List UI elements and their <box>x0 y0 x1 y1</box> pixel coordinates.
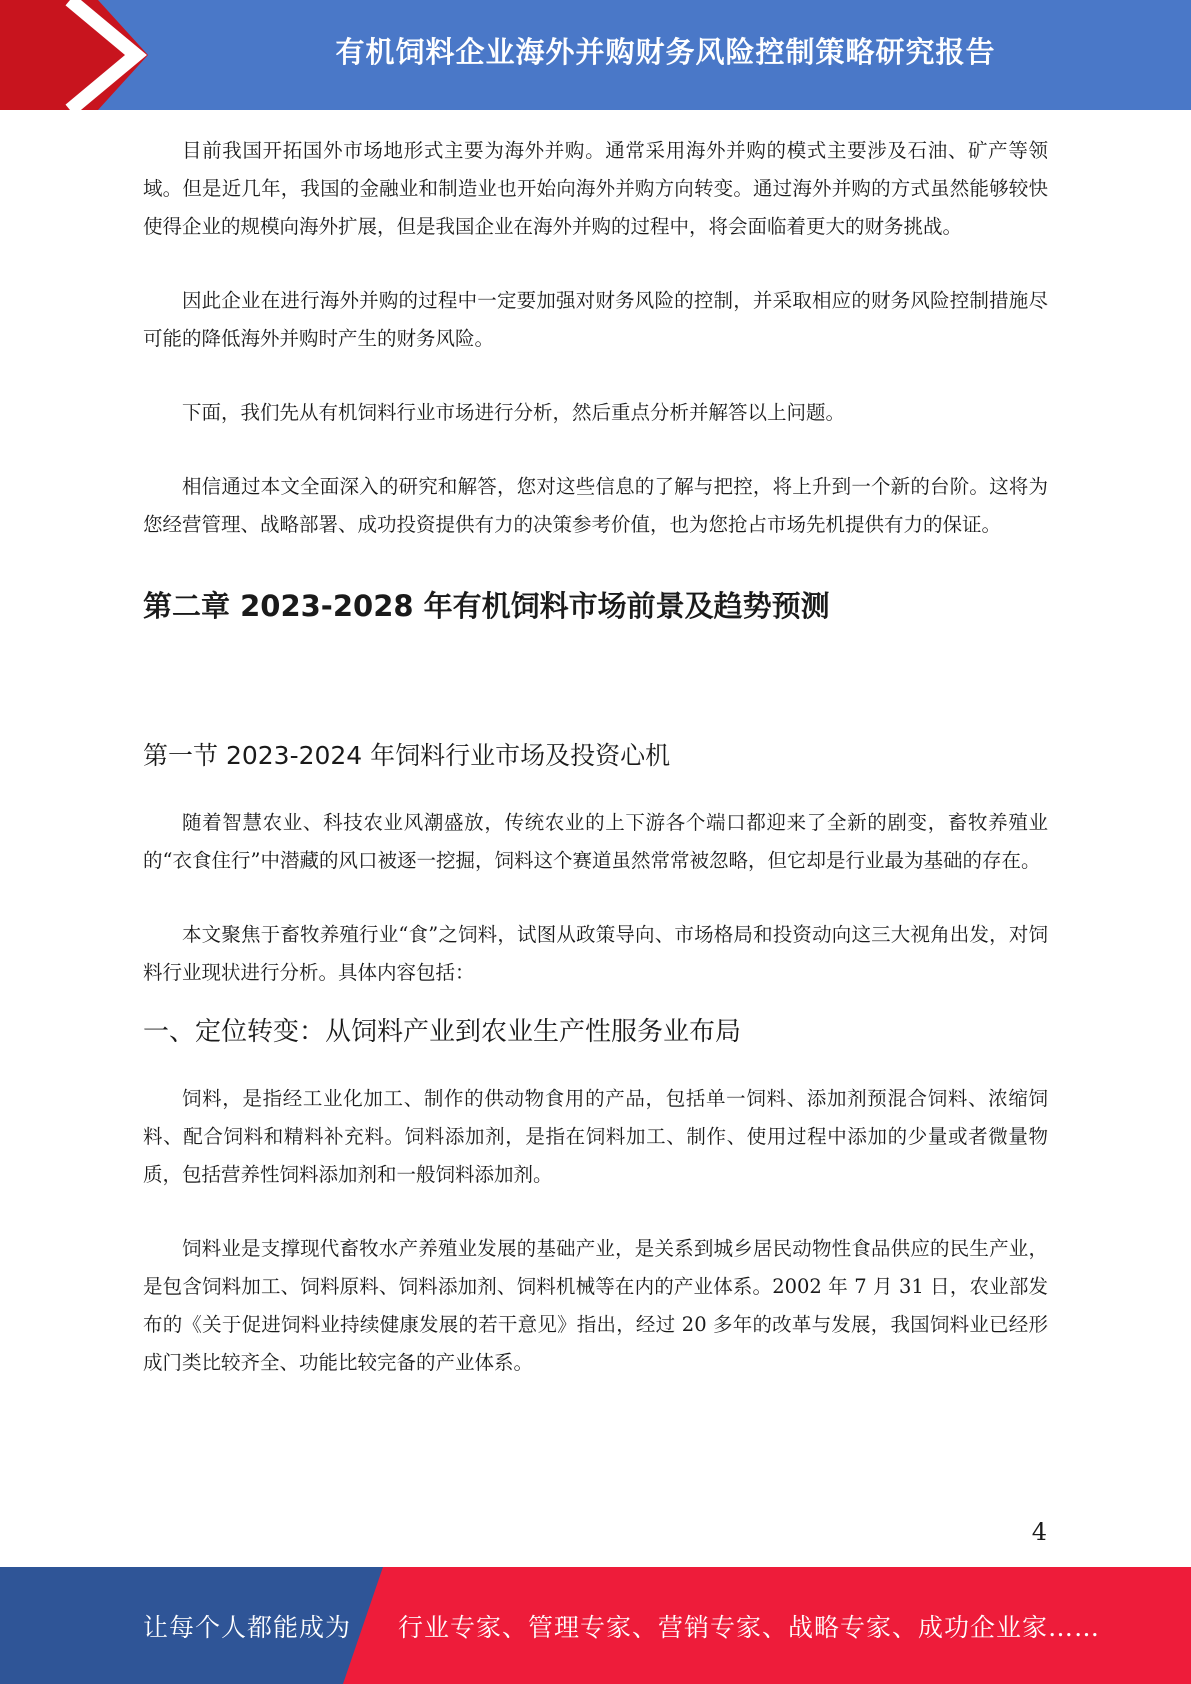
paragraph: 目前我国开拓国外市场地形式主要为海外并购。通常采用海外并购的模式主要涉及石油、矿产等领域。但是近几年，我国的金融业和制造业也开始向海外并购方向转变。通过海外并购的方式虽然能够较快使得企业的规模向海外扩展，但是我国企业在海外并购的过程中，将会面临着更大的财务挑战。 <box>143 139 1048 238</box>
footer-slogan-right: 行业专家、管理专家、营销专家、战略专家、成功企业家…… <box>398 1612 1101 1642</box>
paragraph: 饲料，是指经工业化加工、制作的供动物食用的产品，包括单一饲料、添加剂预混合饲料、浓缩饲料、配合饲料和精料补充料。饲料添加剂，是指在饲料加工、制作、使用过程中添加的少量或者微量物质，包括营养性饲料添加剂和一般饲料添加剂。 <box>143 1087 1048 1186</box>
page-footer <box>0 1567 1191 1684</box>
paragraph: 相信通过本文全面深入的研究和解答，您对这些信息的了解与把控，将上升到一个新的台阶。这将为您经营管理、战略部署、成功投资提供有力的决策参考价值，也为您抢占市场先机提供有力的保证。 <box>143 475 1048 536</box>
paragraph: 随着智慧农业、科技农业风潮盛放，传统农业的上下游各个端口都迎来了全新的剧变，畜牧养殖业的“衣食住行”中潜藏的风口被逐一挖掘，饲料这个赛道虽然常常被忽略，但它却是行业最为基础的存在。 <box>143 811 1048 872</box>
chapter-heading: 第二章 2023-2028 年有机饲料市场前景及趋势预测 <box>143 589 830 623</box>
section-heading: 第一节 2023-2024 年饲料行业市场及投资心机 <box>143 741 671 770</box>
footer-slogan-left: 让每个人都能成为 <box>143 1612 352 1642</box>
page-header <box>0 0 1191 110</box>
paragraph: 下面，我们先从有机饲料行业市场进行分析，然后重点分析并解答以上问题。 <box>182 401 846 424</box>
paragraph: 本文聚焦于畜牧养殖行业“食”之饲料，试图从政策导向、市场格局和投资动向这三大视角出发，对饲料行业现状进行分析。具体内容包括： <box>143 923 1048 984</box>
page-number: 4 <box>1031 1518 1047 1546</box>
paragraph: 因此企业在进行海外并购的过程中一定要加强对财务风险的控制，并采取相应的财务风险控制措施尽可能的降低海外并购时产生的财务风险。 <box>143 289 1048 350</box>
report-title: 有机饲料企业海外并购财务风险控制策略研究报告 <box>335 34 996 69</box>
subsection-heading: 一、定位转变：从饲料产业到农业生产性服务业布局 <box>143 1017 742 1047</box>
paragraph: 饲料业是支撑现代畜牧水产养殖业发展的基础产业，是关系到城乡居民动物性食品供应的民生产业，是包含饲料加工、饲料原料、饲料添加剂、饲料机械等在内的产业体系。2002 年 7 月 31 日，农业部发布的《关于促进饲料业持续健康发展的若干意见》指出，经过 20 多年的改革与发展，我国饲料业已经形成门类比较齐全、功能比较完备的产业体系。 <box>143 1237 1048 1374</box>
document-body <box>143 132 1048 1418</box>
